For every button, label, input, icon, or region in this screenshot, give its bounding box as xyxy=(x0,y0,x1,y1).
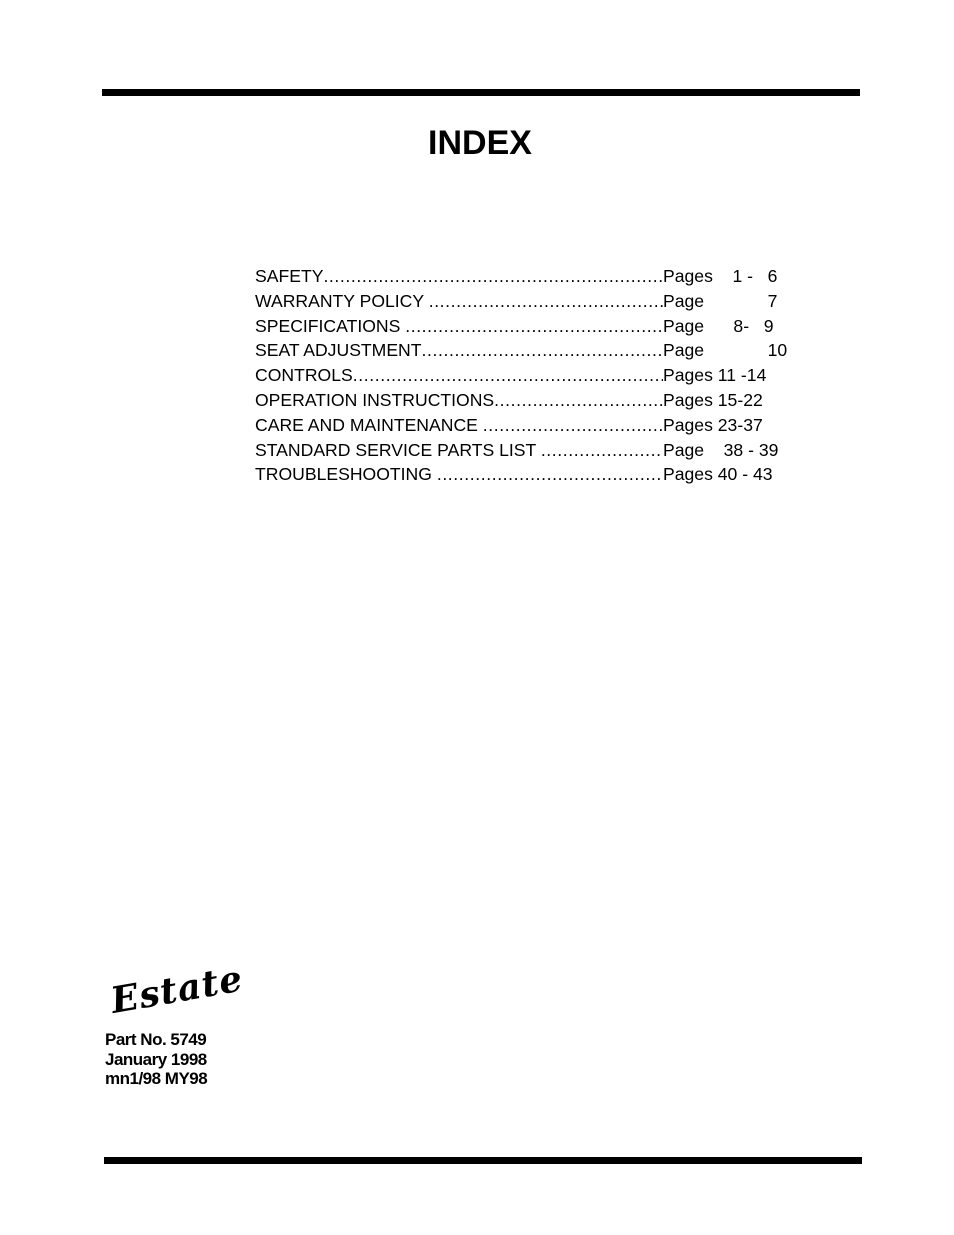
toc-label: SAFETY ..... xyxy=(255,264,663,289)
top-rule xyxy=(102,89,860,96)
toc-pages: Pages 40 - 43 xyxy=(663,464,773,485)
toc-row xyxy=(255,438,795,463)
toc-label: OPERATION INSTRUCTIONS ..... xyxy=(255,388,663,413)
toc-label: CARE AND MAINTENANCE ..... xyxy=(255,413,663,438)
document-code: mn1/98 MY98 xyxy=(105,1069,208,1088)
toc-label: WARRANTY POLICY ..... xyxy=(255,289,663,314)
toc-row xyxy=(255,338,795,363)
page-title: INDEX xyxy=(428,124,532,162)
toc-label: SEAT ADJUSTMENT ..... xyxy=(255,338,663,363)
toc-row xyxy=(255,264,795,289)
toc-pages: Pages 11 -14 xyxy=(663,365,767,386)
toc-label: CONTROLS ..... xyxy=(255,363,663,388)
toc-pages: Page 7 xyxy=(663,290,778,311)
toc-row xyxy=(255,363,795,388)
toc-row xyxy=(255,388,795,413)
toc-pages: Page 38 - 39 xyxy=(663,439,779,460)
toc-pages: Page 8- 9 xyxy=(663,315,774,336)
toc-label: STANDARD SERVICE PARTS LIST ..... xyxy=(255,438,663,463)
part-number: Part No. 5749 xyxy=(105,1030,207,1049)
toc-pages: Page 10 xyxy=(663,340,788,361)
toc-pages: Pages 1 - 6 xyxy=(663,266,778,286)
table-of-contents xyxy=(255,264,795,487)
toc-row xyxy=(255,289,795,314)
toc-row xyxy=(255,462,795,487)
document-info xyxy=(105,1030,207,1089)
toc-pages: Pages 23-37 xyxy=(663,414,763,435)
toc-row xyxy=(255,314,795,339)
bottom-rule xyxy=(104,1157,862,1164)
toc-pages: Pages 15-22 xyxy=(663,389,763,410)
publication-date: January 1998 xyxy=(105,1049,207,1069)
toc-row xyxy=(255,413,795,438)
toc-label: SPECIFICATIONS ..... xyxy=(255,314,663,339)
brand-logo: Estate xyxy=(107,957,247,1022)
toc-label: TROUBLESHOOTING ..... xyxy=(255,462,663,487)
